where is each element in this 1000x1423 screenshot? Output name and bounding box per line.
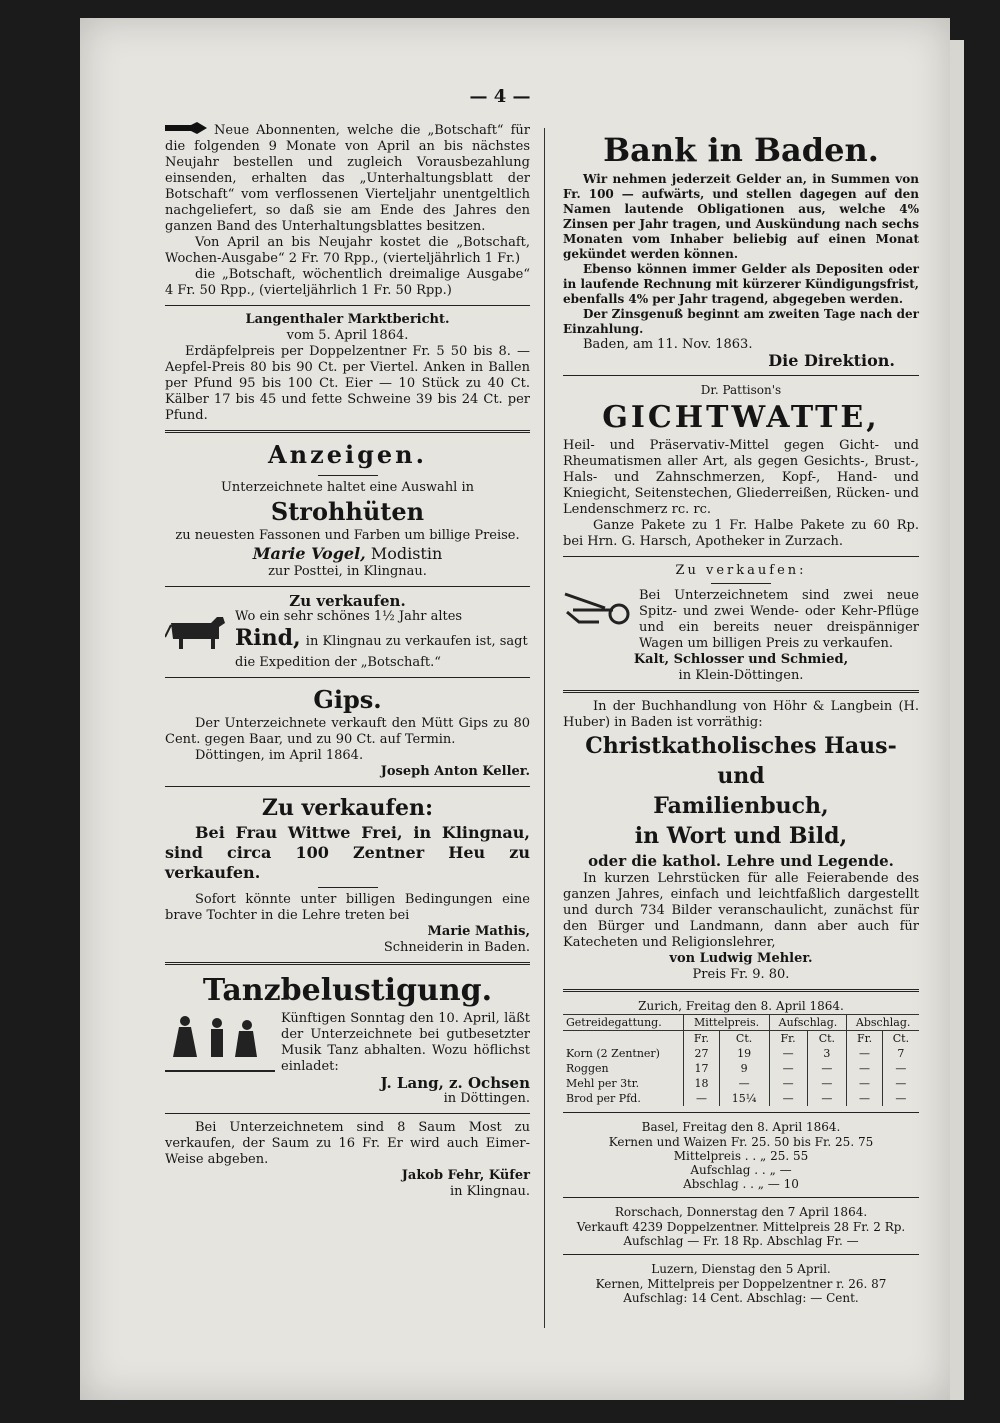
pointing-hand-icon [165,122,207,139]
bank-date: Baden, am 11. Nov. 1863. [583,337,753,352]
divider [563,375,919,376]
subscription-text-3: die „Botschaft, wöchentlich dreimalige Ausgabe“ 4 Fr. 50 Rpp., (vierteljährlich 1 Fr. 50 Rpp.) [165,267,530,298]
dance-name: J. Lang, z. Ochsen [380,1074,530,1092]
table-cell: — [807,1091,847,1106]
hay-place: Schneiderin in Baden. [383,940,530,955]
hay-title: Zu verkaufen: [261,795,434,821]
gips-title: Gips. [313,685,382,714]
divider [165,677,530,678]
table-header: Aufschlag. [769,1015,847,1031]
gicht-text: Heil- und Präservativ-Mittel gegen Gicht- und Rheumatismen aller Art, als gegen Gesichts-, Brust-, Hals- und Zahnschmerzen, Kopf-, Hand- und Kniegicht, Seitenstechen, Gliederreißen, Rücken- und Lendenschmerz rc. rc. [563,438,919,517]
table-header: Abschlag. [847,1015,919,1031]
table-subheader [563,1031,684,1047]
table-cell: — [769,1046,807,1061]
wine-place: in Klingnau. [449,1184,530,1199]
hay-name: Marie Mathis, [427,924,530,939]
table-subheader: Fr. [847,1031,883,1047]
table-row [563,1076,919,1091]
table-cell: Korn (2 Zentner) [566,1047,660,1060]
table-cell: — [847,1046,883,1061]
table-cell: 27 [684,1046,719,1061]
table-row [563,1061,919,1076]
table-cell: — [882,1091,919,1106]
luzern-title: Luzern, Dienstag den 5 April. [651,1262,831,1276]
table-cell: 18 [684,1076,719,1091]
table-cell: — [882,1076,919,1091]
straw-line: zu neuesten Fassonen und Farben um billige Preise. [175,528,520,543]
rorschach-line-1: Verkauft 4239 Doppelzentner. Mittelpreis 28 Fr. 2 Rp. [576,1220,906,1234]
book-title-4: oder die kathol. Lehre und Legende. [588,852,894,870]
table-subheader: Ct. [882,1031,919,1047]
luzern-line-1: Kernen, Mittelpreis per Doppelzentner r. 26. 87 [595,1277,887,1291]
zurich-title: Zurich, Freitag den 8. April 1864. [638,999,844,1013]
dancers-icon [165,1011,275,1107]
bank-text-2: Ebenso können immer Gelder als Depositen oder in laufende Rechnung mit kürzerer Kündigungsfrist, ebenfalls 4% per Jahr tragend, abgegeben werden. [563,262,919,306]
table-header: Mittelpreis. [684,1015,769,1031]
straw-role: Modistin [370,544,443,563]
column-divider [544,128,545,1328]
divider [563,556,919,557]
cow-text-2: in Klingnau zu verkaufen ist, sagt die Expedition der „Botschaft.“ [235,634,528,670]
table-cell: — [847,1076,883,1091]
gips-sign: Joseph Anton Keller. [380,764,530,779]
book-text: In kurzen Lehrstücken für alle Feierabende des ganzen Jahres, einfach und leichtfaßlich dargestellt und durch 734 Bilder veranschaulicht, zunächst für den Bürger und Landmann, dann aber auch für Katecheten und Religionslehrer, [563,871,919,950]
straw-headline: Strohhüten [270,497,425,526]
straw-intro: Unterzeichnete haltet eine Auswahl in [220,480,475,495]
table-cell: 17 [684,1061,719,1076]
divider [563,1197,919,1198]
basel-line-4: Abschlag . . „ — 10 [683,1177,799,1191]
table-cell: Brod per Pfd. [566,1092,641,1105]
table-row [563,1091,919,1106]
divider [563,1254,919,1255]
divider [318,475,378,476]
divider [165,305,530,306]
table-cell: — [807,1061,847,1076]
table-subheader: Ct. [807,1031,847,1047]
table-cell: — [847,1091,883,1106]
plow-name: Kalt, Schlosser und Schmied, [633,652,849,667]
rorschach-line-2: Aufschlag — Fr. 18 Rp. Abschlag Fr. — [623,1234,859,1248]
table-cell: 3 [807,1046,847,1061]
gicht-price: Ganze Pakete zu 1 Fr. Halbe Pakete zu 60 Rp. bei Hrn. G. Harsch, Apotheker in Zurzach. [563,518,919,549]
anzeigen-heading: Anzeigen. [268,440,427,469]
market-date: vom 5. April 1864. [286,328,409,343]
table-subheader: Fr. [684,1031,719,1047]
book-intro: In der Buchhandlung von Höhr & Langbein (H. Huber) in Baden ist vorräthig: [563,699,919,730]
gips-text: Der Unterzeichnete verkauft den Mütt Gips zu 80 Cent. gegen Baar, und zu 90 Ct. auf Termin. [165,716,530,747]
table-header: Getreidegattung. [563,1015,684,1031]
market-text: Erdäpfelpreis per Doppelzentner Fr. 5 50 bis 8. — Aepfel-Preis 80 bis 90 Ct. per Viertel. Anken in Ballen per Pfund 95 bis 100 Ct. Eier — 10 Stück zu 40 Ct. Kälber 17 bis 45 und fette Schweine 39 bis 24 Ct. per Pfund. [165,344,530,423]
table-row [563,1046,919,1061]
cow-title: Zu verkaufen. [289,592,406,610]
book-title-2: Familienbuch, [653,793,829,819]
subscription-notice [165,122,530,235]
table-cell: — [769,1091,807,1106]
subscription-text-1: Neue Abonnenten, welche die „Botschaft“ für die folgenden 9 Monate von April an bis nächstes Neujahr bestellen und zugleich Vorausbezahlung einsenden, erhalten das „Unterhaltungsblatt der Botschaft“ vom verflossenen Vierteljahr unentgeltlich nachgeliefert, so daß sie am Ende des Jahres den ganzen Band des Unterhaltungsblattes besitzen. [165,123,530,234]
gips-date: Döttingen, im April 1864. [195,748,364,763]
table-subheader: Ct. [719,1031,769,1047]
table-cell: 15¼ [719,1091,769,1106]
table-cell: 19 [719,1046,769,1061]
rorschach-title: Rorschach, Donnerstag den 7 April 1864. [614,1205,868,1219]
divider [563,690,919,693]
plow-title: Zu verkaufen: [675,563,807,578]
divider [563,989,919,992]
cow-text-1: Wo ein sehr schönes 1½ Jahr altes [235,609,463,624]
basel-line-3: Aufschlag . . „ — [690,1163,792,1177]
table-cell: — [807,1076,847,1091]
straw-place: zur Posttei, in Klingnau. [268,564,427,579]
divider [165,430,530,433]
book-price: Preis Fr. 9. 80. [692,967,790,982]
basel-line-1: Kernen und Waizen Fr. 25. 50 bis Fr. 25. 75 [608,1135,874,1149]
bank-sign: Die Direktion. [768,351,895,370]
divider [165,786,530,787]
dance-text: Künftigen Sonntag den 10. April, läßt der Unterzeichnete bei gutbesetzter Musik Tanz abhalten. Wozu höflichst einladet: [281,1011,530,1074]
table-cell: — [769,1076,807,1091]
table-subheader: Fr. [769,1031,807,1047]
table-cell: 9 [719,1061,769,1076]
wine-name: Jakob Fehr, Küfer [401,1168,530,1183]
straw-name: Marie Vogel, [252,544,366,563]
book-title-1: Christkatholisches Haus- und [585,733,897,789]
table-cell: — [847,1061,883,1076]
table-cell: 7 [882,1046,919,1061]
table-cell: — [882,1061,919,1076]
table-cell: — [719,1076,769,1091]
divider [165,1113,530,1114]
table-cell: Mehl per 3tr. [566,1077,640,1090]
zurich-price-table [563,1014,919,1106]
cow-icon [165,609,229,657]
divider [711,583,771,584]
divider [165,962,530,965]
dance-place: in Döttingen. [443,1091,530,1106]
book-title-3: in Wort und Bild, [634,823,848,849]
subscription-text-2: Von April an bis Neujahr kostet die „Botschaft, Wochen-Ausgabe“ 2 Fr. 70 Rpp., (vierteljährlich 1 Fr.) [165,235,530,266]
gicht-title: GICHTWATTE, [602,400,880,435]
table-cell: — [684,1091,719,1106]
bank-text-3: Der Zinsgenuß beginnt am zweiten Tage nach der Einzahlung. [563,307,919,336]
basel-title: Basel, Freitag den 8. April 1864. [641,1120,841,1134]
cow-big: Rind, [235,625,301,651]
hay-extra: Sofort könnte unter billigen Bedingungen eine brave Tochter in die Lehre treten bei [165,892,530,923]
plow-icon [563,588,633,652]
hay-text: Bei Frau Wittwe Frei, in Klingnau, sind circa 100 Zentner Heu zu verkaufen. [165,823,530,882]
table-cell: Roggen [566,1062,609,1075]
market-title: Langenthaler Marktbericht. [245,312,450,327]
book-spine [950,40,964,1400]
table-cell: — [769,1061,807,1076]
wine-text: Bei Unterzeichnetem sind 8 Saum Most zu verkaufen, der Saum zu 16 Fr. Er wird auch Eimer-Weise abgeben. [165,1120,530,1167]
left-column [165,122,530,1200]
bank-text-1: Wir nehmen jederzeit Gelder an, in Summen von Fr. 100 — aufwärts, und stellen dagegen auf den Namen lautende Obligationen aus, welche 4% Zinsen per Jahr tragen, und Auskündung nach sechs Monaten vom Inhaber beliebig auf einen Monat gekündet werden können. [563,172,919,261]
plow-text: Bei Unterzeichnetem sind zwei neue Spitz- und zwei Wende- oder Kehr-Pflüge und ein bereits neuer dreispänniger Wagen um billigen Preis zu verkaufen. [639,588,919,651]
plow-place: in Klein-Döttingen. [678,668,804,683]
page-number: — 4 — [469,86,531,107]
dance-title: Tanzbelustigung. [202,973,493,1008]
luzern-line-2: Aufschlag: 14 Cent. Abschlag: — Cent. [623,1291,859,1305]
gicht-by: Dr. Pattison's [700,383,782,397]
basel-line-2: Mittelpreis . . „ 25. 55 [673,1149,809,1163]
bank-title: Bank in Baden. [603,131,879,169]
right-column [563,122,919,1305]
book-author: von Ludwig Mehler. [669,951,813,966]
divider [165,586,530,587]
divider [318,887,378,888]
divider [563,1112,919,1113]
